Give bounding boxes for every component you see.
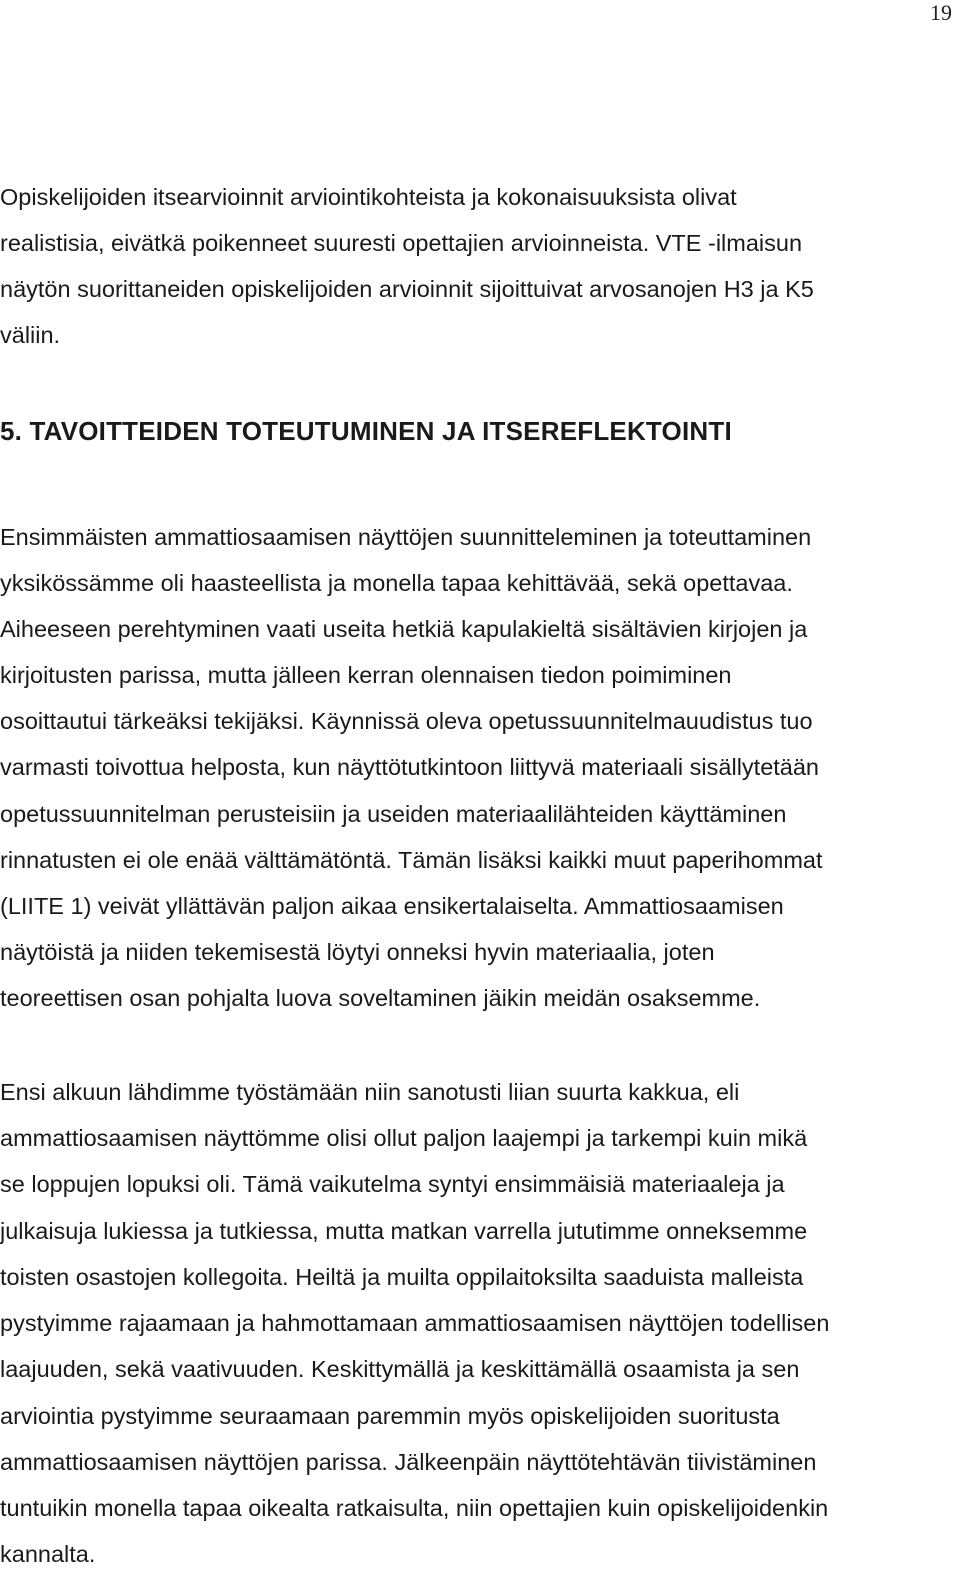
- paragraph-3-line: ammattiosaamisen näyttömme olisi ollut paljon laajempi ja tarkempi kuin mikä: [0, 1125, 808, 1151]
- paragraph-3-line: toisten osastojen kollegoita. Heiltä ja muilta oppilaitoksilta saaduista malleista: [0, 1264, 804, 1290]
- paragraph-2-line: näytöistä ja niiden tekemisestä löytyi onneksi hyvin materiaalia, joten: [0, 939, 715, 965]
- paragraph-3-line: pystyimme rajaamaan ja hahmottamaan ammattiosaamisen näyttöjen todellisen: [0, 1310, 830, 1336]
- paragraph-2-line: Aiheeseen perehtyminen vaati useita hetkiä kapulakieltä sisältävien kirjojen ja: [0, 616, 808, 642]
- paragraph-3-line: ammattiosaamisen näyttöjen parissa. Jälkeenpäin näyttötehtävän tiivistäminen: [0, 1449, 817, 1475]
- paragraph-2-line: opetussuunnitelman perusteisiin ja useiden materiaalilähteiden käyttäminen: [0, 801, 787, 827]
- paragraph-1-line: näytön suorittaneiden opiskelijoiden arvioinnit sijoittuivat arvosanojen H3 ja K5: [0, 276, 814, 302]
- paragraph-3-line: laajuuden, sekä vaativuuden. Keskittymällä ja keskittämällä osaamista ja sen: [0, 1356, 800, 1382]
- paragraph-3-line: kannalta.: [0, 1541, 96, 1567]
- paragraph-3-line: se loppujen lopuksi oli. Tämä vaikutelma syntyi ensimmäisiä materiaaleja ja: [0, 1171, 785, 1197]
- paragraph-2-line: kirjoitusten parissa, mutta jälleen kerran olennaisen tiedon poimiminen: [0, 662, 732, 688]
- paragraph-1-line: Opiskelijoiden itsearvioinnit arviointikohteista ja kokonaisuuksista olivat: [0, 184, 737, 210]
- page-number: 19: [930, 0, 952, 25]
- paragraph-1-line: väliin.: [0, 322, 61, 348]
- paragraph-2-line: varmasti toivottua helposta, kun näyttötutkintoon liittyvä materiaali sisällytetään: [0, 754, 820, 780]
- paragraph-2-line: yksikössämme oli haasteellista ja monella tapaa kehittävää, sekä opettavaa.: [0, 570, 793, 596]
- paragraph-2-line: osoittautui tärkeäksi tekijäksi. Käynnissä oleva opetussuunnitelmauudistus tuo: [0, 708, 813, 734]
- paragraph-3-line: Ensi alkuun lähdimme työstämään niin sanotusti liian suurta kakkua, eli: [0, 1079, 740, 1105]
- paragraph-3-line: tuntuikin monella tapaa oikealta ratkaisulta, niin opettajien kuin opiskelijoidenkin: [0, 1495, 829, 1521]
- section-heading: 5. TAVOITTEIDEN TOTEUTUMINEN JA ITSEREFLEKTOINTI: [0, 416, 732, 446]
- paragraph-3-line: arviointia pystyimme seuraamaan paremmin myös opiskelijoiden suoritusta: [0, 1403, 780, 1429]
- paragraph-2-line: (LIITE 1) veivät yllättävän paljon aikaa ensikertalaiselta. Ammattiosaamisen: [0, 893, 784, 919]
- paragraph-1-line: realistisia, eivätkä poikenneet suuresti opettajien arvioinneista. VTE -ilmaisun: [0, 230, 803, 256]
- paragraph-2-line: rinnatusten ei ole enää välttämätöntä. Tämän lisäksi kaikki muut paperihommat: [0, 847, 823, 873]
- paragraph-2-line: Ensimmäisten ammattiosaamisen näyttöjen suunnitteleminen ja toteuttaminen: [0, 524, 812, 550]
- paragraph-3-line: julkaisuja lukiessa ja tutkiessa, mutta matkan varrella jututimme onneksemme: [0, 1218, 808, 1244]
- paragraph-2-line: teoreettisen osan pohjalta luova soveltaminen jäikin meidän osaksemme.: [0, 985, 761, 1011]
